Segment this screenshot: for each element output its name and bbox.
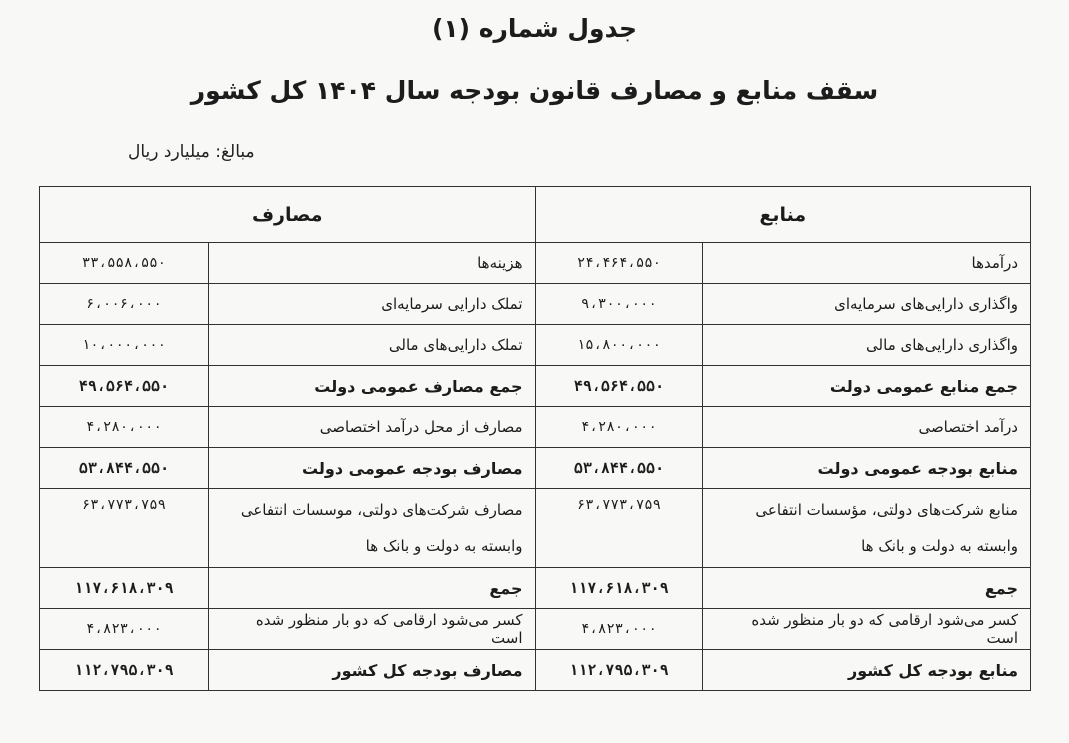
subtotal-row (40, 366, 1031, 407)
source-value: ۴۹،۵۶۴،۵۵۰ (535, 366, 703, 407)
use-value: ۱۱۷،۶۱۸،۳۰۹ (40, 568, 209, 609)
source-label: منابع بودجه کل کشور (703, 650, 1031, 691)
source-label: جمع (703, 568, 1031, 609)
total-row (40, 568, 1031, 609)
uses-header: مصارف (40, 187, 536, 243)
source-value: ۹،۳۰۰،۰۰۰ (535, 284, 703, 325)
source-label: واگذاری دارایی‌های مالی (703, 325, 1031, 366)
source-value: ۶۳،۷۷۳،۷۵۹ (535, 489, 703, 568)
use-label: کسر می‌شود ارقامی که دو بار منظور شده است (208, 609, 535, 650)
grand-total-row (40, 650, 1031, 691)
source-value: ۱۱۲،۷۹۵،۳۰۹ (535, 650, 703, 691)
source-label: درآمدها (703, 243, 1031, 284)
table-row (40, 284, 1031, 325)
sources-header: منابع (535, 187, 1030, 243)
table-row (40, 609, 1031, 650)
use-label: جمع (208, 568, 535, 609)
use-label: مصارف شرکت‌های دولتی، موسسات انتفاعی وابسته به دولت و بانک ها (208, 489, 535, 568)
source-label: درآمد اختصاصی (703, 407, 1031, 448)
source-label: منابع شرکت‌های دولتی، مؤسسات انتفاعی وابسته به دولت و بانک ها (703, 489, 1031, 568)
document-subtitle: سقف منابع و مصارف قانون بودجه سال ۱۴۰۴ کل کشور (190, 76, 879, 105)
use-value: ۱۰،۰۰۰،۰۰۰ (40, 325, 209, 366)
table-row (40, 325, 1031, 366)
budget-table (39, 186, 1031, 691)
source-value: ۵۳،۸۴۴،۵۵۰ (535, 448, 703, 489)
source-label: کسر می‌شود ارقامی که دو بار منظور شده است (703, 609, 1031, 650)
table-header-row (40, 187, 1031, 243)
source-label: جمع منابع عمومی دولت (703, 366, 1031, 407)
use-label: جمع مصارف عمومی دولت (208, 366, 535, 407)
use-value: ۴،۲۸۰،۰۰۰ (40, 407, 209, 448)
use-value: ۳۳،۵۵۸،۵۵۰ (40, 243, 209, 284)
source-value: ۱۱۷،۶۱۸،۳۰۹ (535, 568, 703, 609)
use-label: تملک دارایی سرمایه‌ای (208, 284, 535, 325)
use-value: ۱۱۲،۷۹۵،۳۰۹ (40, 650, 209, 691)
use-label: مصارف بودجه کل کشور (208, 650, 535, 691)
source-value: ۴،۸۲۳،۰۰۰ (535, 609, 703, 650)
table-row (40, 489, 1031, 568)
use-label: تملک دارایی‌های مالی (208, 325, 535, 366)
use-value: ۶۳،۷۷۳،۷۵۹ (40, 489, 209, 568)
use-label: مصارف از محل درآمد اختصاصی (208, 407, 535, 448)
use-label: هزینه‌ها (208, 243, 535, 284)
source-value: ۲۴،۴۶۴،۵۵۰ (535, 243, 703, 284)
units-note: مبالغ: میلیارد ریال (128, 142, 255, 162)
use-value: ۴۹،۵۶۴،۵۵۰ (40, 366, 209, 407)
source-label: منابع بودجه عمومی دولت (703, 448, 1031, 489)
source-value: ۴،۲۸۰،۰۰۰ (535, 407, 703, 448)
use-value: ۶،۰۰۶،۰۰۰ (40, 284, 209, 325)
table-row (40, 243, 1031, 284)
use-value: ۴،۸۲۳،۰۰۰ (40, 609, 209, 650)
source-label: واگذاری دارایی‌های سرمایه‌ای (703, 284, 1031, 325)
table-row (40, 407, 1031, 448)
document-title: جدول شماره (۱) (431, 14, 638, 43)
use-value: ۵۳،۸۴۴،۵۵۰ (40, 448, 209, 489)
use-label: مصارف بودجه عمومی دولت (208, 448, 535, 489)
subtotal-row (40, 448, 1031, 489)
source-value: ۱۵،۸۰۰،۰۰۰ (535, 325, 703, 366)
